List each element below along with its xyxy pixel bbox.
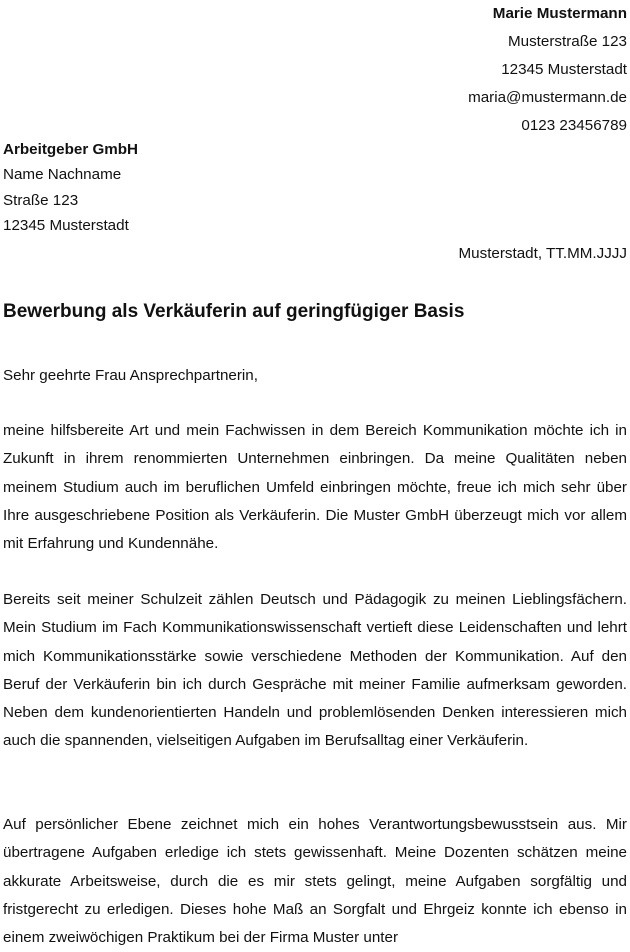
sender-email: maria@mustermann.de	[468, 89, 627, 106]
body-paragraph-3: Auf persönlicher Ebene zeichnet mich ein hohes Verantwortungsbewusstsein aus. Mir übertragene Aufgaben erledige ich stets gewissenhaft. Meine Dozenten schätzen meine akkurate Arbeitsweise, durch die es mir stets gelingt, meine Aufgaben sorgfältig und fristgerecht zu erledigen. Dieses hohe Maß an Sorgfalt und Ehrgeiz konnte ich ebenso in einem zweiwöchigen Praktikum bei der Firma Muster unter	[3, 816, 627, 947]
letter-date: Musterstadt, TT.MM.JJJJ	[458, 245, 627, 262]
sender-name: Marie Mustermann	[492, 5, 627, 22]
salutation: Sehr geehrte Frau Ansprechpartnerin,	[3, 367, 258, 384]
recipient-street: Straße 123	[3, 191, 79, 209]
recipient-address-block	[3, 137, 138, 238]
recipient-company: Arbeitgeber GmbH	[3, 141, 139, 158]
sender-address-block	[468, 0, 627, 140]
sender-phone: 0123 23456789	[521, 117, 627, 134]
sender-city: 12345 Musterstadt	[501, 61, 627, 78]
body-paragraph-2: Bereits seit meiner Schulzeit zählen Deutsch und Pädagogik zu meinen Lieblingsfächern. Mein Studium im Fach Kommunikationswissenschaft vertieft diese Leidenschaften und lehrt mich Kommunikationsstärke sowie verschiedene Methoden der Kommunikation. Auf den Beruf der Verkäuferin bin ich durch Gespräche mit meiner Familie aufmerksam geworden. Neben dem kundenorientierten Handeln und problemlösenden Denken interessieren mich auch die spannenden, vielseitigen Aufgaben im Berufsalltag einer Verkäuferin.	[3, 591, 627, 750]
recipient-city: 12345 Musterstadt	[3, 216, 129, 234]
letter-subject: Bewerbung als Verkäuferin auf geringfügiger Basis	[3, 301, 465, 322]
body-paragraph-1: meine hilfsbereite Art und mein Fachwissen in dem Bereich Kommunikation möchte ich in Zukunft in ihrem renommierten Unternehmen einbringen. Da meine Qualitäten neben meinem Studium auch im beruflichen Umfeld einbringen möchte, freue ich mich sehr über Ihre ausgeschriebene Position als Verkäuferin. Die Muster GmbH überzeugt mich vor allem mit Erfahrung und Kundennähe.	[3, 422, 627, 553]
recipient-contact: Name Nachname	[3, 166, 122, 184]
sender-street: Musterstraße 123	[507, 33, 627, 50]
